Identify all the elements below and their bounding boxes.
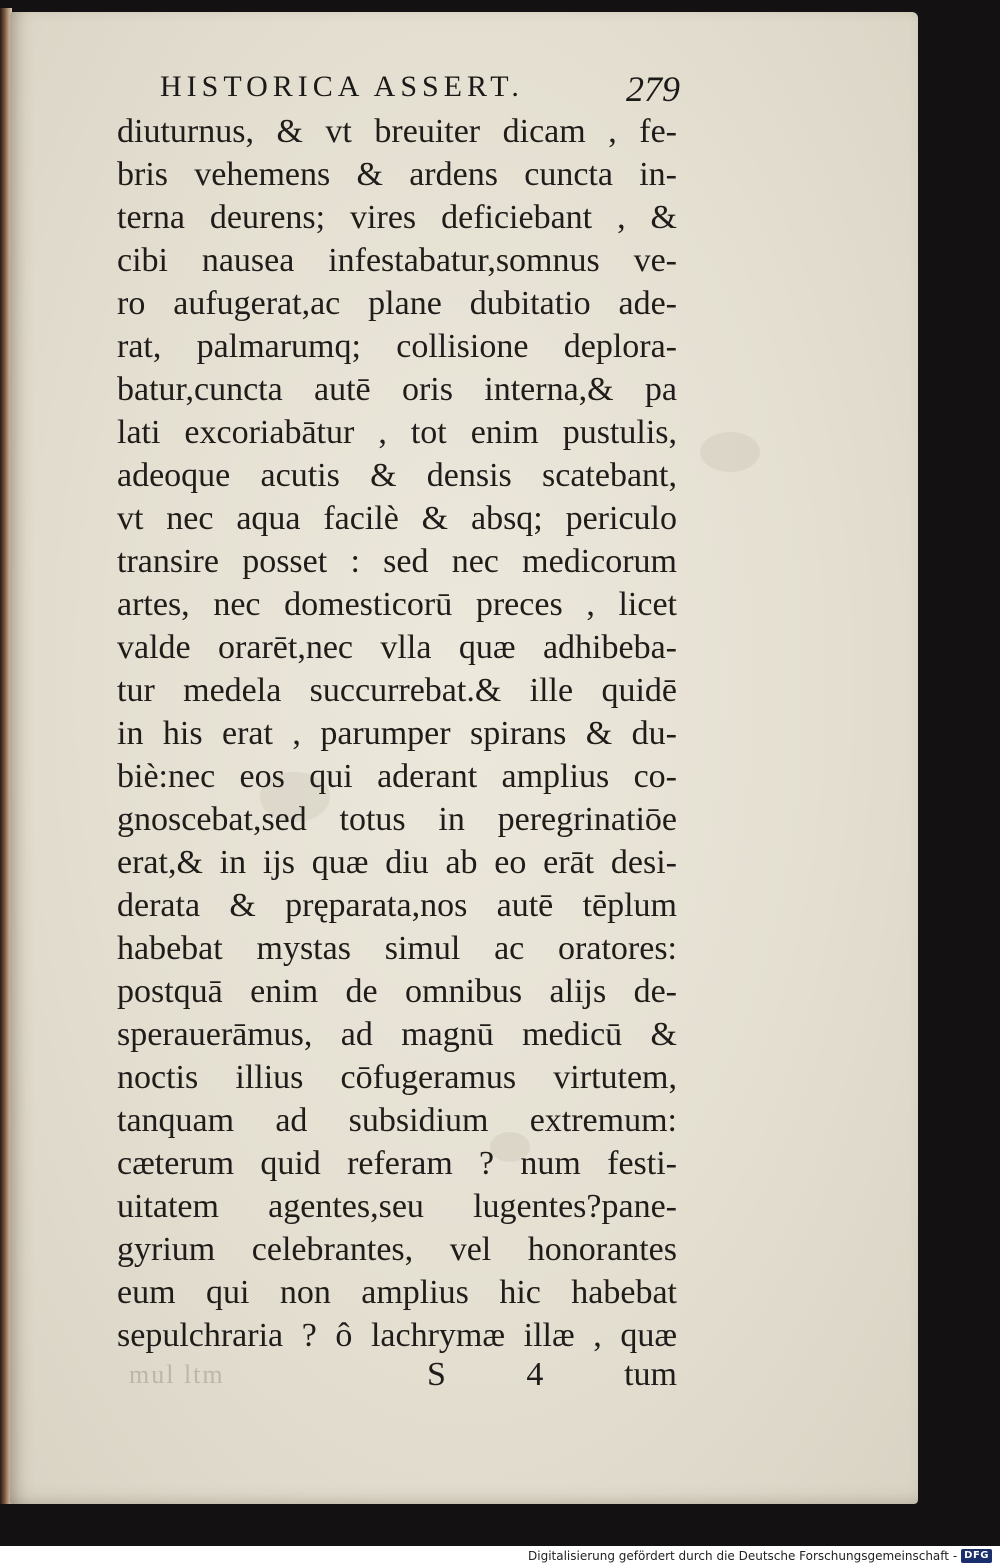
body-text [117, 110, 677, 1357]
text-line: rat, palmarumq; collisione deplora- [117, 328, 677, 365]
text-line: gyrium celebrantes, vel honorantes [117, 1231, 677, 1268]
credit-text: Digitalisierung gefördert durch die Deutsche Forschungsgemeinschaft - [528, 1549, 958, 1563]
signature-mark: S 4 [427, 1356, 580, 1393]
text-line: artes, nec domesticorū preces , licet [117, 586, 677, 623]
text-line: batur,cuncta autē oris interna,& pa [117, 371, 677, 408]
page-number: 279 [626, 69, 680, 109]
page-footer [117, 1356, 677, 1402]
text-line: sperauerāmus, ad magnū medicū & [117, 1016, 677, 1053]
text-line: diuturnus, & vt breuiter dicam , fe- [117, 113, 677, 150]
text-line: noctis illius cōfugeramus virtutem, [117, 1059, 677, 1096]
text-line: eum qui non amplius hic habebat [117, 1274, 677, 1311]
text-line: uitatem agentes,seu lugentes?pane- [117, 1188, 677, 1225]
text-line: in his erat , parumper spirans & du- [117, 715, 677, 752]
text-line: adeoque acutis & densis scatebant, [117, 457, 677, 494]
paper-stain [700, 432, 760, 472]
text-line: biè:nec eos qui aderant amplius co- [117, 758, 677, 795]
text-line: derata & pręparata,nos autē tēplum [117, 887, 677, 924]
text-line: lati excoriabātur , tot enim pustulis, [117, 414, 677, 451]
text-line: cæterum quid referam ? num festi- [117, 1145, 677, 1182]
text-line: vt nec aqua facilè & absq; periculo [117, 500, 677, 537]
text-line: tanquam ad subsidium extremum: [117, 1102, 677, 1139]
credit-bar [0, 1546, 1000, 1568]
text-line: cibi nausea infestabatur,somnus ve- [117, 242, 677, 279]
text-line: gnoscebat,sed totus in peregrinatiōe [117, 801, 677, 838]
text-line: sepulchraria ? ô lachrymæ illæ , quæ [117, 1317, 677, 1354]
text-line: ro aufugerat,ac plane dubitatio ade- [117, 285, 677, 322]
text-line: tur medela succurrebat.& ille quidē [117, 672, 677, 709]
funding-credit [528, 1549, 992, 1563]
text-line: habebat mystas simul ac oratores: [117, 930, 677, 967]
text-line: terna deurens; vires deficiebant , & [117, 199, 677, 236]
bleed-through-text: mul ltm [129, 1360, 225, 1389]
text-line: transire posset : sed nec medicorum [117, 543, 677, 580]
running-head-title: HISTORICA ASSERT. [160, 70, 524, 103]
text-line: bris vehemens & ardens cuncta in- [117, 156, 677, 193]
text-line: postquā enim de omnibus alijs de- [117, 973, 677, 1010]
catchword: tum [624, 1356, 677, 1393]
text-line: valde orarēt,nec vlla quæ adhibeba- [117, 629, 677, 666]
dfg-logo: DFG [961, 1549, 992, 1563]
text-line: erat,& in ijs quæ diu ab eo erāt desi- [117, 844, 677, 881]
